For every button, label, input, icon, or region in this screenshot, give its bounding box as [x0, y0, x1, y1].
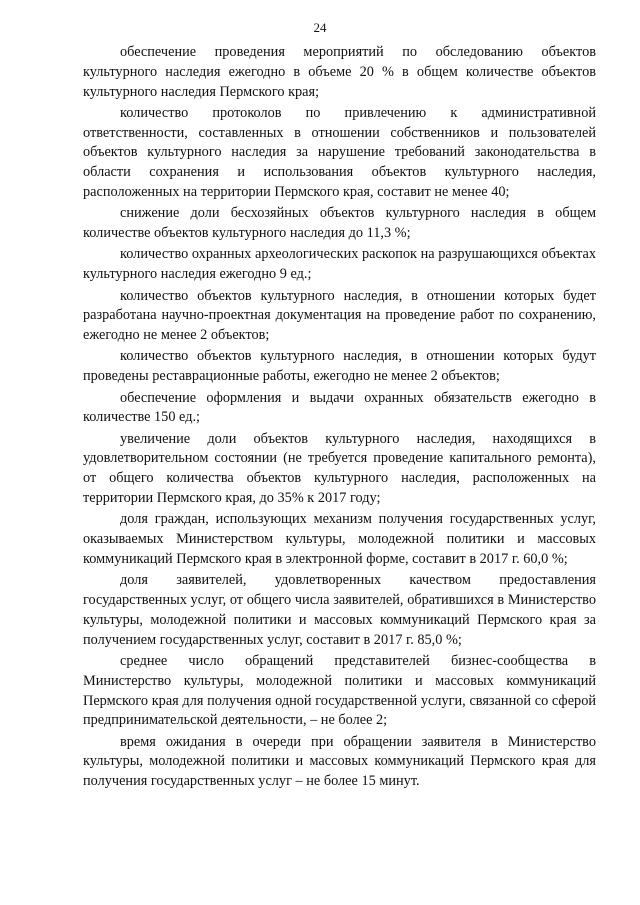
paragraph-archaeological-excavations: количество охранных археологических раскопок на разрушающихся объектах культурного наследия ежегодно 9 ед.;	[83, 246, 596, 283]
paragraph-satisfied-applicants: доля заявителей, удовлетворенных качеством предоставления государственных услуг, от общего числа заявителей, обратившихся в Министерство культуры, молодежной политики и массовых коммуникаций Пермского края за получением государственных услуг, составит в 2017 г. 85,0 %;	[83, 572, 596, 648]
document-body	[83, 43, 596, 793]
paragraph-protection-obligations: обеспечение оформления и выдачи охранных обязательств ежегодно в количестве 150 ед.;	[83, 389, 596, 426]
paragraph-electronic-services: доля граждан, использующих механизм получения государственных услуг, оказываемых Министерством культуры, молодежной политики и массовых коммуникаций Пермского края в электронной форме, составит в 2017 г. 60,0 %;	[83, 511, 596, 567]
paragraph-satisfactory-condition: увеличение доли объектов культурного наследия, находящихся в удовлетворительном состоянии (не требуется проведение капитального ремонта), от общего количества объектов культурного наследия, расположенных на территории Пермского края, до 35% к 2017 году;	[83, 430, 596, 507]
page-number: 24	[313, 20, 327, 35]
paragraph-queue-waiting-time: время ожидания в очереди при обращении заявителя в Министерство культуры, молодежной политики и массовых коммуникаций Пермского края для получения государственных услуг – не более 15 минут.	[83, 733, 596, 790]
paragraph-business-requests: среднее число обращений представителей бизнес-сообщества в Министерство культуры, молодежной политики и массовых коммуникаций Пермского края для получения одной государственной услуги, связанной со сферой предпринимательской деятельности, – не более 2;	[83, 652, 596, 729]
paragraph-ownerless-objects: снижение доли бесхозяйных объектов культурного наследия в общем количестве объектов культурного наследия до 11,3 %;	[83, 205, 596, 242]
paragraph-restoration-works: количество объектов культурного наследия, в отношении которых будут проведены реставрационные работы, ежегодно не менее 2 объектов;	[83, 348, 596, 385]
paragraph-administrative-protocols: количество протоколов по привлечению к административной ответственности, составленных в отношении собственников и пользователей объектов культурного наследия за нарушение требований законодательства в области сохранения и использования объектов культурного наследия, расположенных на территории Пермского края, составит не менее 40;	[83, 104, 596, 201]
paragraph-design-documentation: количество объектов культурного наследия, в отношении которых будет разработана научно-проектная документация на проведение работ по сохранению, ежегодно не менее 2 объектов;	[83, 287, 596, 344]
paragraph-cultural-heritage-inspection: обеспечение проведения мероприятий по обследованию объектов культурного наследия ежегодно в объеме 20 % в общем количестве объектов культурного наследия Пермского края;	[83, 44, 596, 100]
